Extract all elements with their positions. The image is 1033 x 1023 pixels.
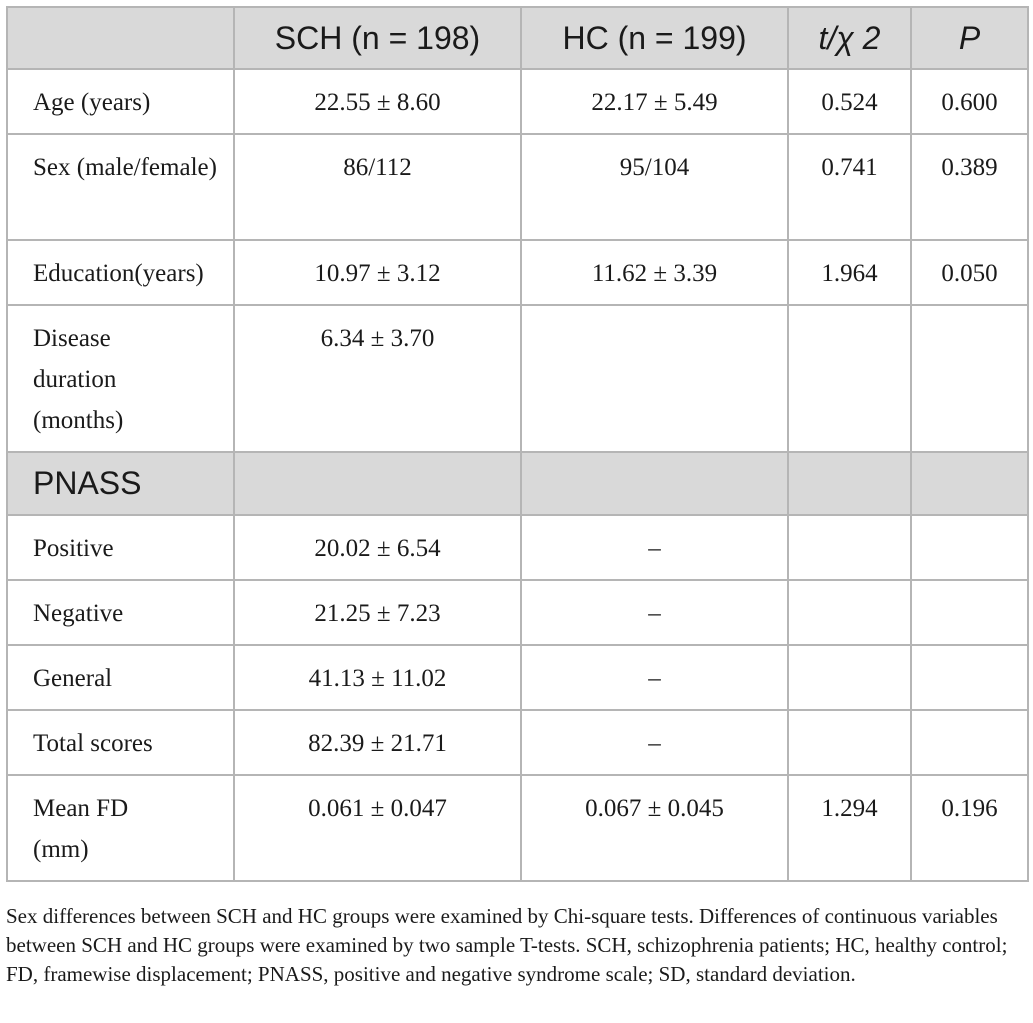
p-value: [911, 515, 1028, 580]
sch-value: 41.13 ± 11.02: [234, 645, 521, 710]
table-row: [7, 775, 1028, 881]
statistic-value: 1.964: [788, 240, 911, 305]
hc-value: –: [521, 710, 788, 775]
hc-value: –: [521, 580, 788, 645]
sch-value: 21.25 ± 7.23: [234, 580, 521, 645]
hc-value: –: [521, 515, 788, 580]
statistic-value: [788, 515, 911, 580]
statistic-value: [788, 710, 911, 775]
header-sch: SCH (n = 198): [234, 7, 521, 69]
p-value: [911, 580, 1028, 645]
section-blank: [521, 452, 788, 515]
demographics-table: [6, 6, 1029, 882]
statistic-value: 1.294: [788, 775, 911, 881]
header-p: P: [911, 7, 1028, 69]
hc-value: –: [521, 645, 788, 710]
table-row: [7, 580, 1028, 645]
row-label: Positive: [7, 515, 234, 580]
sch-value: 22.55 ± 8.60: [234, 69, 521, 134]
sch-value: 20.02 ± 6.54: [234, 515, 521, 580]
p-value: [911, 645, 1028, 710]
table-container: [6, 6, 1027, 989]
statistic-value: [788, 580, 911, 645]
row-label: Sex (male/female): [7, 134, 234, 240]
hc-value: [521, 305, 788, 452]
hc-value: 11.62 ± 3.39: [521, 240, 788, 305]
row-label: Age (years): [7, 69, 234, 134]
row-label: Negative: [7, 580, 234, 645]
statistic-value: [788, 305, 911, 452]
statistic-value: [788, 645, 911, 710]
table-row: [7, 305, 1028, 452]
section-blank: [788, 452, 911, 515]
table-row: [7, 69, 1028, 134]
section-row: [7, 452, 1028, 515]
row-label: Total scores: [7, 710, 234, 775]
statistic-value: 0.524: [788, 69, 911, 134]
table-row: [7, 240, 1028, 305]
table-row: [7, 710, 1028, 775]
p-value: [911, 305, 1028, 452]
table-footnote: Sex differences between SCH and HC groups were examined by Chi-square tests. Differences of continuous variables between SCH and HC groups were examined by two sample T-tests. SCH, schizophrenia patients; HC, healthy control; FD, framewise displacement; PNASS, positive and negative syndrome scale; SD, standard deviation.: [6, 904, 1008, 986]
hc-value: 0.067 ± 0.045: [521, 775, 788, 881]
hc-value: 22.17 ± 5.49: [521, 69, 788, 134]
p-value: 0.600: [911, 69, 1028, 134]
p-value: 0.050: [911, 240, 1028, 305]
header-hc: HC (n = 199): [521, 7, 788, 69]
p-value: 0.196: [911, 775, 1028, 881]
section-title: PNASS: [7, 452, 234, 515]
section-blank: [234, 452, 521, 515]
header-blank: [7, 7, 234, 69]
row-label: Disease duration (months): [7, 305, 234, 452]
row-label: General: [7, 645, 234, 710]
row-label: Education(years): [7, 240, 234, 305]
table-row: [7, 645, 1028, 710]
sch-value: 82.39 ± 21.71: [234, 710, 521, 775]
sch-value: 10.97 ± 3.12: [234, 240, 521, 305]
header-row: [7, 7, 1028, 69]
header-statistic: t/χ 2: [788, 7, 911, 69]
section-blank: [911, 452, 1028, 515]
row-label: Mean FD (mm): [7, 775, 234, 881]
p-value: [911, 710, 1028, 775]
sch-value: 6.34 ± 3.70: [234, 305, 521, 452]
table-row: [7, 134, 1028, 240]
statistic-value: 0.741: [788, 134, 911, 240]
sch-value: 86/112: [234, 134, 521, 240]
table-row: [7, 515, 1028, 580]
sch-value: 0.061 ± 0.047: [234, 775, 521, 881]
hc-value: 95/104: [521, 134, 788, 240]
p-value: 0.389: [911, 134, 1028, 240]
